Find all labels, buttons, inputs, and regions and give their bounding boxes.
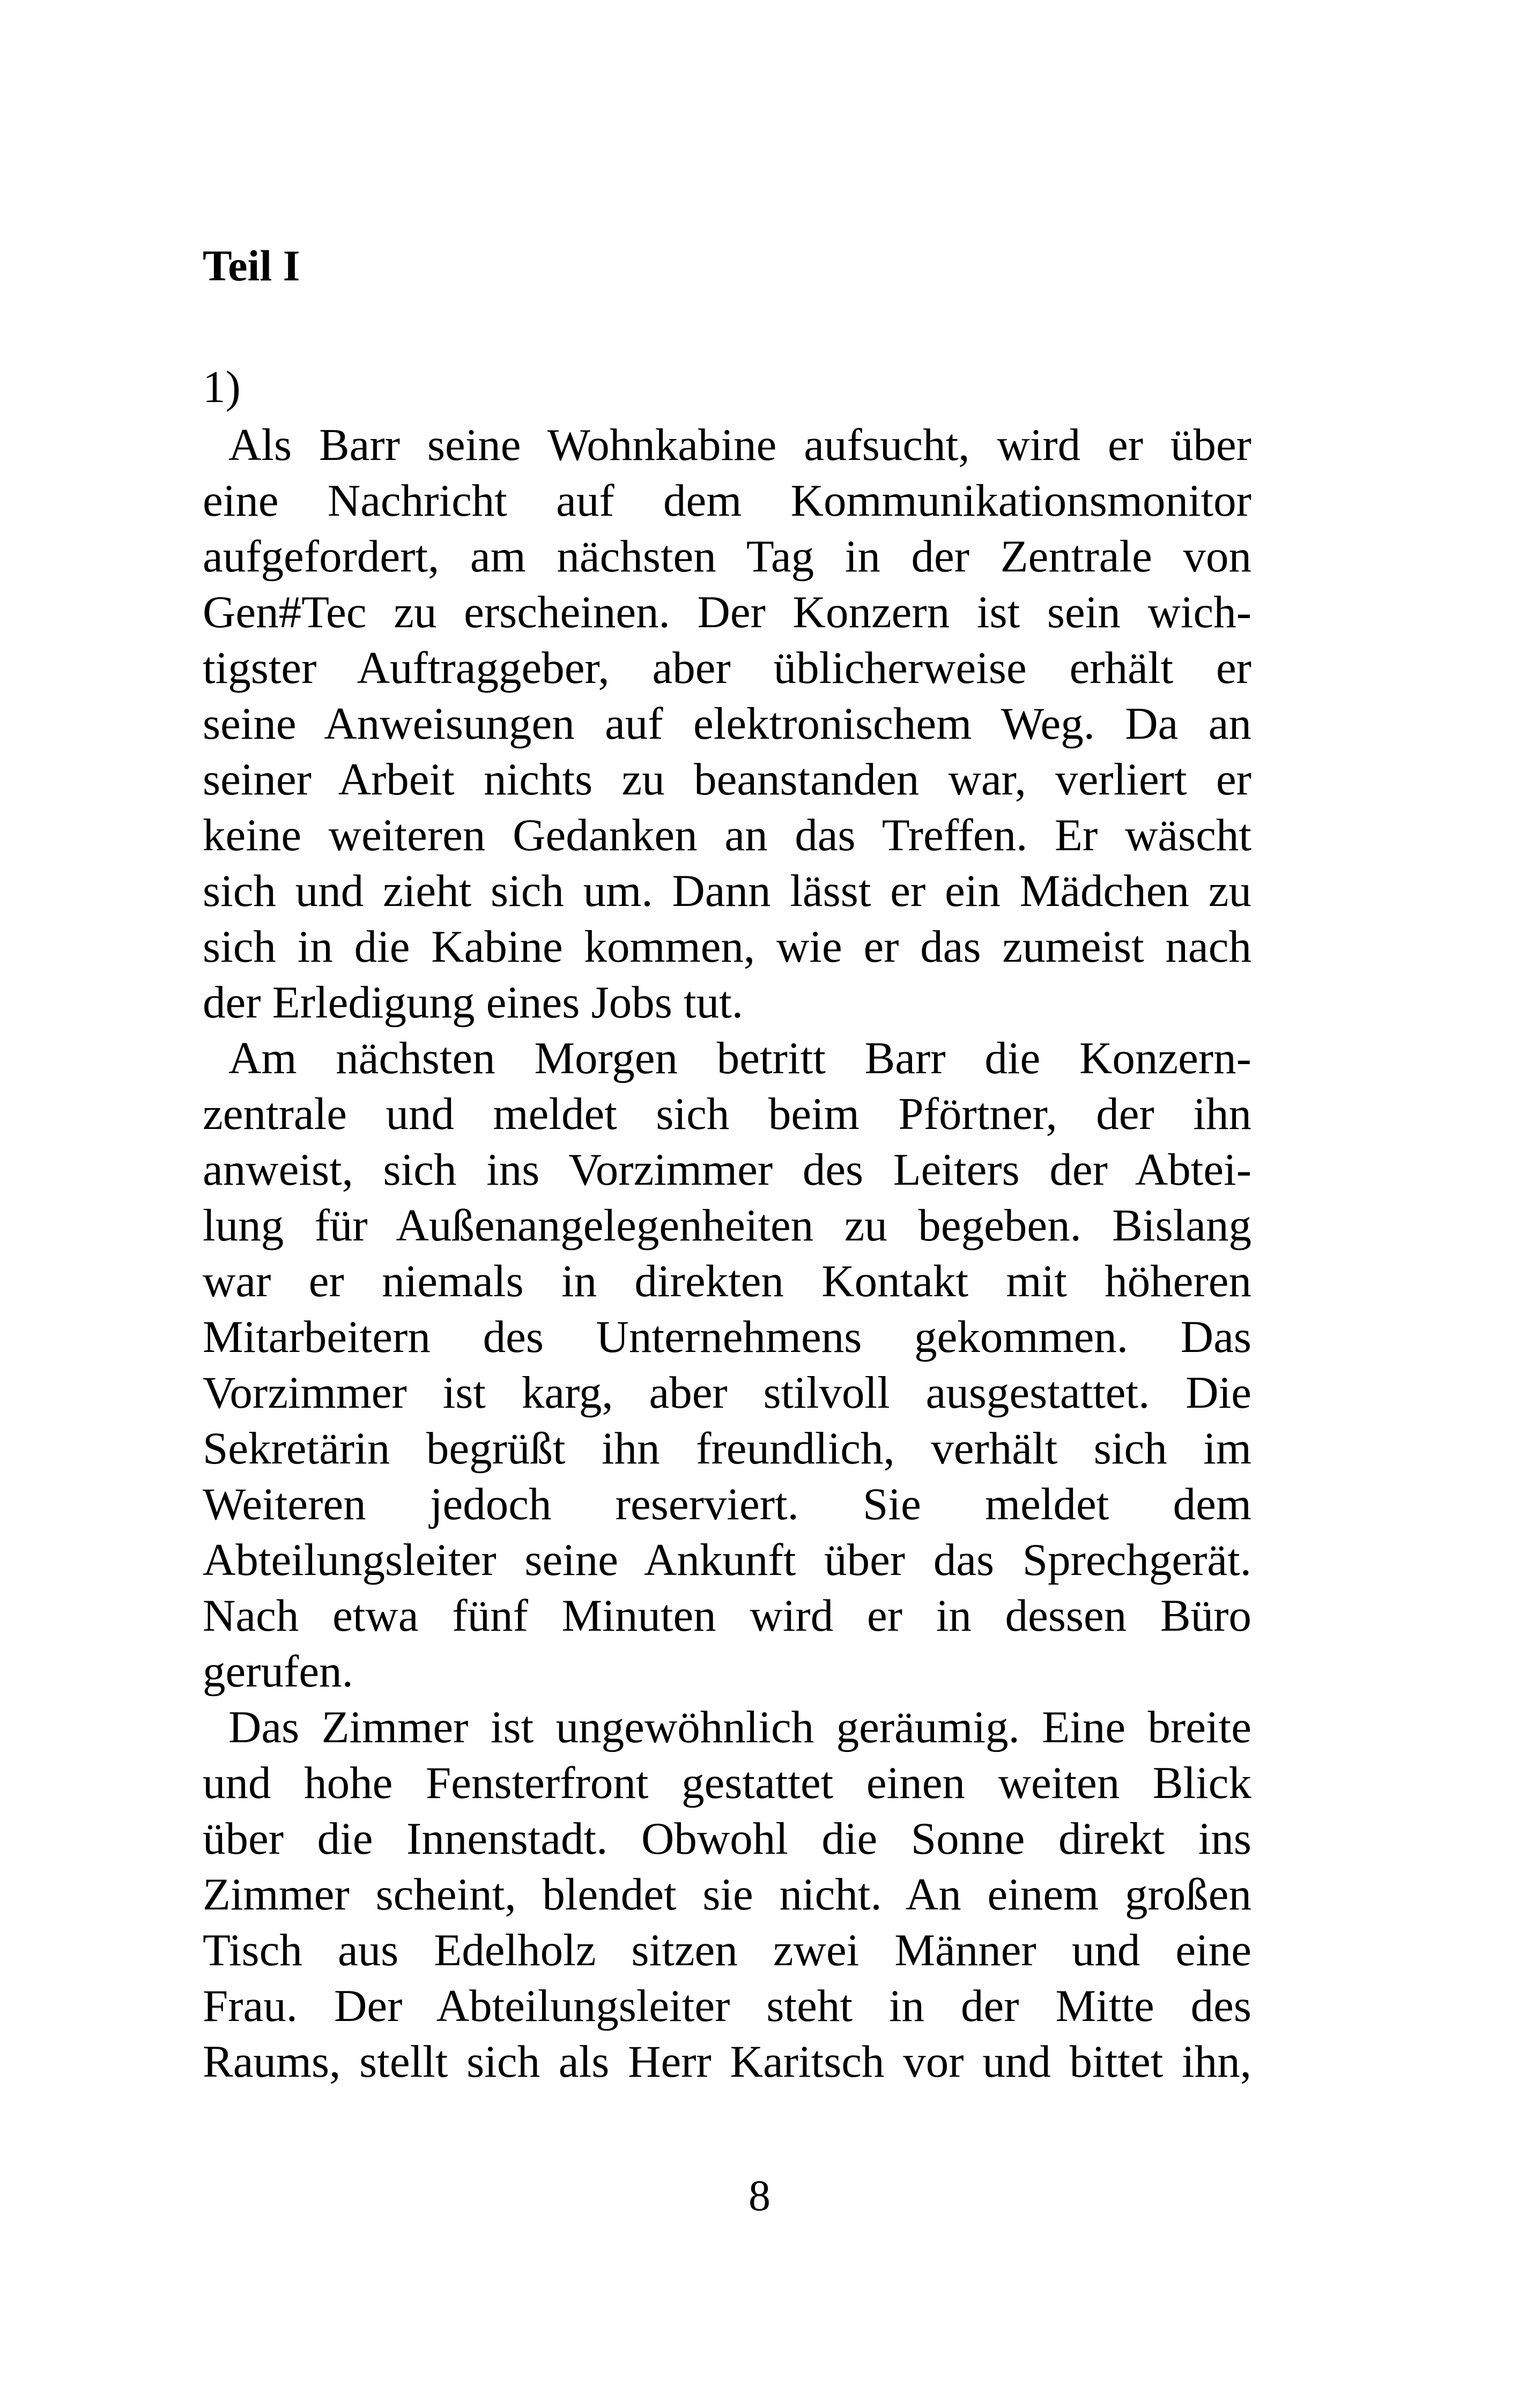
text-line: Als Barr seine Wohnkabine aufsucht, wird er über — [228, 420, 1251, 470]
text-line: Nach etwa fünf Minuten wird er in dessen Büro — [203, 1591, 1251, 1641]
text-line: war er niemals in direkten Kontakt mit höheren — [203, 1256, 1251, 1306]
paragraph — [203, 1030, 1251, 1699]
text-line: sich in die Kabine kommen, wie er das zumeist nach — [203, 921, 1251, 972]
text-line: Tisch aus Edelholz sitzen zwei Männer und eine — [203, 1925, 1251, 1975]
text-line: tigster Auftraggeber, aber üblicherweise erhält er — [203, 643, 1251, 693]
text-line: Mitarbeitern des Unternehmens gekommen. Das — [203, 1312, 1251, 1362]
text-line: Vorzimmer ist karg, aber stilvoll ausgestattet. Die — [203, 1367, 1251, 1418]
text-line: eine Nachricht auf dem Kommunikationsmonitor — [203, 475, 1251, 526]
text-line: seiner Arbeit nichts zu beanstanden war, verliert er — [203, 754, 1251, 805]
paragraph — [203, 1699, 1251, 2090]
text-line: über die Innenstadt. Obwohl die Sonne direkt ins — [203, 1814, 1251, 1864]
text-line: der Erledigung eines Jobs tut. — [203, 977, 744, 1028]
text-line: sich und zieht sich um. Dann lässt er ein Mädchen zu — [203, 866, 1251, 916]
text-line: lung für Außenangelegenheiten zu begeben. Bislang — [203, 1200, 1251, 1251]
text-line: Weiteren jedoch reserviert. Sie meldet dem — [203, 1479, 1251, 1529]
body-text — [203, 417, 1251, 2090]
part-heading: Teil I — [203, 241, 300, 290]
text-line: anweist, sich ins Vorzimmer des Leiters der Abtei- — [203, 1144, 1251, 1195]
text-line: Raums, stellt sich als Herr Karitsch vor und bittet ihn, — [203, 2037, 1251, 2087]
paragraph — [203, 417, 1251, 1030]
page-number: 8 — [749, 2171, 770, 2220]
text-line: zentrale und meldet sich beim Pförtner, der ihn — [203, 1089, 1251, 1139]
text-line: Das Zimmer ist ungewöhnlich geräumig. Eine breite — [228, 1702, 1251, 1752]
text-line: keine weiteren Gedanken an das Treffen. Er wäscht — [203, 810, 1251, 860]
text-line: Am nächsten Morgen betritt Barr die Konzern- — [228, 1033, 1251, 1083]
text-line: Abteilungsleiter seine Ankunft über das Sprechgerät. — [203, 1535, 1251, 1585]
text-line: Frau. Der Abteilungsleiter steht in der Mitte des — [203, 1981, 1251, 2031]
text-line: seine Anweisungen auf elektronischem Weg. Da an — [203, 698, 1251, 749]
text-line: Zimmer scheint, blendet sie nicht. An einem großen — [203, 1869, 1251, 1920]
text-line: und hohe Fensterfront gestattet einen weiten Blick — [203, 1758, 1251, 1808]
text-line: aufgefordert, am nächsten Tag in der Zentrale von — [203, 531, 1251, 582]
chapter-number: 1) — [203, 362, 241, 412]
text-line: Gen#Tec zu erscheinen. Der Konzern ist sein wich- — [203, 587, 1251, 637]
text-line: Sekretärin begrüßt ihn freundlich, verhält sich im — [203, 1423, 1251, 1474]
text-line: gerufen. — [203, 1646, 353, 1697]
